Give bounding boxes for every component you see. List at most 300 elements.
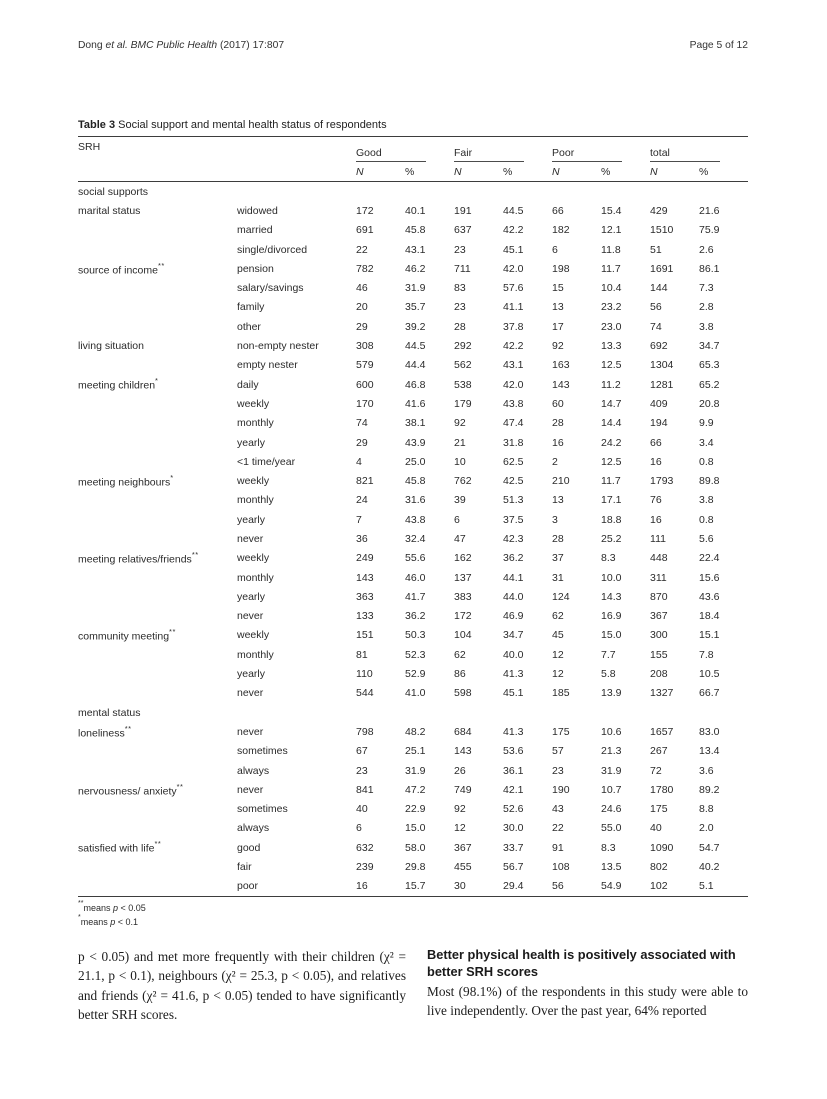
cell-n: 45 [552,629,564,642]
cell-pct: 41.7 [405,590,426,603]
cell-pct: 32.4 [405,532,426,545]
cell-n: 3 [552,513,558,526]
cell-n: 579 [356,359,374,372]
row-group-label: meeting children* [78,376,159,392]
cell-pct: 0.8 [699,455,714,468]
cell-n: 13 [552,301,564,314]
text-column-right [427,947,748,1025]
cell-n: 12 [454,822,466,835]
cell-n: 300 [650,629,668,642]
cell-pct: 43.9 [405,436,426,449]
cell-n: 26 [454,764,466,777]
cell-n: 23 [356,764,368,777]
table-row [78,375,748,394]
cell-pct: 23.2 [601,301,622,314]
row-group-label: loneliness** [78,723,132,740]
cell-n: 172 [356,204,374,217]
table-row [78,336,748,355]
row-category: empty nester [237,359,298,372]
cell-pct: 25.0 [405,455,426,468]
citation-author: Dong [78,40,103,51]
row-group-label: source of income** [78,260,165,277]
cell-n: 198 [552,262,570,275]
cell-pct: 10.5 [699,668,720,681]
table-row [78,491,748,510]
cell-pct: 62.5 [503,455,524,468]
cell-pct: 7.7 [601,648,616,661]
significance-asterisk-icon: ** [157,260,165,270]
table-row [78,607,748,626]
table-row [78,433,748,452]
cell-n: 691 [356,224,374,237]
table-row [78,664,748,683]
cell-pct: 42.1 [503,783,524,796]
cell-n: 4 [356,455,362,468]
cell-n: 22 [552,822,564,835]
cell-pct: 15.1 [699,629,720,642]
row-category: good [237,841,261,854]
paragraph-left: p < 0.05) and met more frequently with their children (χ² = 21.1, p < 0.1), neighbours (χ² = 25.3, p < 0.05), and relatives and friends (χ² = 41.6, p < 0.05) tended to have significantly better SRH scores. [78,949,406,1023]
cell-n: 16 [650,513,662,526]
cell-n: 74 [650,320,662,333]
cell-n: 76 [650,494,662,507]
cell-pct: 31.9 [601,764,622,777]
table-row [78,414,748,433]
cell-n: 538 [454,378,472,391]
row-category: yearly [237,513,266,526]
cell-pct: 25.1 [405,745,426,758]
cell-pct: 46.2 [405,262,426,275]
cell-n: 91 [552,841,564,854]
cell-pct: 17.1 [601,494,622,507]
cell-n: 29 [356,436,368,449]
cell-n: 363 [356,590,374,603]
cell-pct: 55.0 [601,822,622,835]
cell-pct: 12.1 [601,224,622,237]
cell-n: 102 [650,880,668,893]
row-category: never [237,687,264,700]
row-category: daily [237,378,259,391]
table3 [78,136,748,897]
row-category: fair [237,861,252,874]
cell-pct: 31.8 [503,436,524,449]
table-row [78,221,748,240]
cell-n: 57 [552,745,564,758]
cell-pct: 40.0 [503,648,524,661]
cell-n: 841 [356,783,374,796]
subheader-spacer [78,162,356,182]
row-category: single/divorced [237,243,308,256]
row-group-label [78,221,237,240]
table-row [78,819,748,838]
cell-pct: 56.7 [503,861,524,874]
cell-n: 110 [356,668,373,681]
cell-n: 562 [454,359,472,372]
significance-asterisk-icon: ** [124,723,132,733]
cell-n: 210 [552,475,570,488]
cell-pct: 52.9 [405,668,426,681]
row-group-label [78,529,237,548]
row-category: weekly [237,397,270,410]
row-group-label: community meeting** [78,627,176,643]
row-category: never [237,725,264,738]
cell-n: 23 [454,243,466,256]
cell-pct: 44.5 [405,340,426,353]
cell-n: 22 [356,243,368,256]
section-heading: Better physical health is positively associated with better SRH scores [427,947,736,979]
table-row [78,356,748,375]
col-group-total: total [650,137,748,163]
cell-pct: 41.0 [405,687,426,700]
cell-n: 143 [552,378,570,391]
cell-n: 17 [552,320,564,333]
cell-pct: 3.8 [699,494,714,507]
cell-pct: 34.7 [699,340,720,353]
cell-pct: 89.8 [699,475,720,488]
cell-pct: 53.6 [503,745,524,758]
cell-pct: 25.2 [601,532,622,545]
cell-pct: 3.8 [699,320,714,333]
cell-pct: 9.9 [699,417,714,430]
row-group-label [78,278,237,297]
cell-pct: 24.2 [601,436,622,449]
cell-pct: 83.0 [699,725,720,738]
cell-n: 62 [552,610,564,623]
cell-pct: 45.8 [405,475,426,488]
significance-asterisk-icon: * [170,472,174,482]
cell-pct: 11.8 [601,243,621,256]
table-section-row [78,182,748,202]
cell-n: 143 [356,571,374,584]
cell-pct: 18.4 [699,610,720,623]
cell-n: 367 [454,841,472,854]
cell-pct: 43.6 [699,590,720,603]
row-group-label: meeting relatives/friends** [78,550,199,566]
row-category: sometimes [237,745,288,758]
cell-pct: 34.7 [503,629,524,642]
cell-pct: 5.6 [699,532,714,545]
cell-n: 162 [454,552,472,565]
cell-pct: 75.9 [699,224,720,237]
asterisk-icon: ** [78,899,84,907]
cell-n: 144 [650,282,668,295]
cell-pct: 31.9 [405,764,426,777]
row-group-label [78,877,237,897]
cell-n: 13 [552,494,564,507]
cell-pct: 2.8 [699,301,714,314]
cell-n: 66 [650,436,662,449]
row-category: widowed [237,204,278,217]
significance-asterisk-icon: ** [154,839,162,849]
cell-pct: 2.0 [699,822,714,835]
cell-pct: 23.0 [601,320,622,333]
cell-n: 46 [356,282,368,295]
cell-pct: 41.3 [503,725,524,738]
row-group-label: living situation [78,340,144,353]
cell-n: 74 [356,417,368,430]
row-group-label [78,684,237,703]
cell-n: 190 [552,783,570,796]
row-category: monthly [237,494,274,507]
cell-n: 6 [454,513,460,526]
cell-n: 29 [356,320,368,333]
subheader-n: N [356,162,405,182]
cell-pct: 41.3 [503,668,524,681]
table-row [78,201,748,220]
cell-n: 12 [552,648,564,661]
cell-n: 72 [650,764,662,777]
text-column-left [78,947,406,1025]
row-group-label: nervousness/ anxiety** [78,781,184,798]
cell-pct: 16.9 [601,610,622,623]
table-section-label: social supports [78,185,149,198]
row-category: never [237,783,264,796]
cell-pct: 21.6 [699,204,720,217]
cell-pct: 46.0 [405,571,426,584]
row-category: monthly [237,417,274,430]
row-group-label [78,394,237,413]
row-group-label [78,857,237,876]
cell-pct: 44.4 [405,359,426,372]
cell-pct: 42.0 [503,378,524,391]
cell-pct: 43.8 [503,397,524,410]
table-section-row [78,703,748,722]
row-category: yearly [237,668,266,681]
cell-pct: 15.0 [601,629,622,642]
cell-pct: 57.6 [503,282,524,295]
cell-n: 92 [552,340,564,353]
col-header-srh: SRH [78,141,101,153]
page-number: Page 5 of 12 [689,40,748,51]
cell-n: 31 [552,571,564,584]
table-caption [78,119,748,131]
cell-pct: 36.2 [503,552,524,565]
row-group-label [78,587,237,606]
cell-n: 163 [552,359,570,372]
table-row [78,587,748,606]
row-group-label [78,800,237,819]
row-category: yearly [237,590,266,603]
row-group-label: satisfied with life** [78,839,162,855]
table-row [78,800,748,819]
cell-pct: 86.1 [699,262,720,275]
cell-n: 1780 [650,783,674,796]
cell-n: 239 [356,861,374,874]
cell-n: 56 [650,301,662,314]
cell-n: 782 [356,262,374,275]
row-group-label [78,240,237,259]
cell-n: 6 [552,243,558,256]
row-group-label [78,414,237,433]
row-group-label: marital status [78,204,141,217]
row-category: sometimes [237,803,288,816]
cell-n: 16 [650,455,662,468]
cell-n: 311 [650,571,667,584]
cell-n: 170 [356,397,374,410]
row-group-label [78,452,237,471]
row-group-label [78,356,237,375]
table-row [78,471,748,490]
citation-journal: et al. BMC Public Health [102,40,220,51]
citation-issue: (2017) 17:807 [219,40,285,51]
cell-n: 56 [552,880,564,893]
cell-n: 762 [454,475,472,488]
cell-pct: 10.0 [601,571,622,584]
cell-n: 67 [356,745,368,758]
cell-n: 133 [356,610,374,623]
asterisk-icon: * [78,914,81,922]
cell-n: 409 [650,397,668,410]
row-category: non-empty nester [237,340,319,353]
cell-n: 81 [356,648,368,661]
col-group-poor: Poor [552,137,650,163]
cell-n: 37 [552,552,564,565]
table-row [78,510,748,529]
cell-n: 28 [552,417,564,430]
cell-n: 86 [454,668,466,681]
cell-n: 151 [356,629,374,642]
cell-pct: 10.4 [601,282,622,295]
row-category: never [237,532,264,545]
cell-n: 802 [650,861,668,874]
cell-pct: 42.2 [503,340,524,353]
cell-n: 870 [650,590,668,603]
table-row [78,568,748,587]
cell-pct: 21.3 [601,745,622,758]
cell-pct: 18.8 [601,513,622,526]
cell-pct: 29.8 [405,861,426,874]
significance-asterisk-icon: ** [176,781,184,791]
cell-pct: 11.2 [601,378,621,391]
cell-pct: 42.5 [503,475,524,488]
cell-n: 1793 [650,475,674,488]
cell-n: 292 [454,340,472,353]
cell-n: 208 [650,668,668,681]
cell-n: 179 [454,397,472,410]
row-category: other [237,320,261,333]
cell-n: 455 [454,861,472,874]
cell-n: 7 [356,513,362,526]
cell-n: 47 [454,532,466,545]
row-category: poor [237,880,259,893]
table-row [78,317,748,336]
cell-pct: 10.6 [601,725,622,738]
cell-pct: 89.2 [699,783,720,796]
cell-n: 185 [552,687,570,700]
table-row [78,761,748,780]
cell-pct: 46.8 [405,378,426,391]
cell-pct: 11.7 [601,262,621,275]
cell-n: 600 [356,378,374,391]
cell-n: 40 [650,822,662,835]
table-row [78,529,748,548]
row-group-label [78,819,237,838]
subheader-n: N [454,162,503,182]
row-category: monthly [237,571,274,584]
table-row [78,240,748,259]
cell-pct: 8.3 [601,552,616,565]
cell-n: 21 [454,436,466,449]
table-row [78,645,748,664]
cell-pct: 12.5 [601,359,622,372]
row-category: married [237,224,273,237]
cell-n: 2 [552,455,558,468]
cell-n: 28 [552,532,564,545]
cell-pct: 7.3 [699,282,714,295]
cell-pct: 31.9 [405,282,426,295]
significance-asterisk-icon: ** [191,550,199,560]
cell-n: 23 [454,301,466,314]
cell-n: 20 [356,301,368,314]
cell-n: 249 [356,552,374,565]
cell-n: 28 [454,320,466,333]
cell-pct: 15.0 [405,822,426,835]
cell-n: 367 [650,610,668,623]
row-category: weekly [237,475,270,488]
cell-n: 39 [454,494,466,507]
table3-block [78,119,748,929]
cell-n: 1090 [650,841,674,854]
cell-pct: 40.2 [699,861,720,874]
row-category: weekly [237,629,270,642]
cell-pct: 50.3 [405,629,426,642]
cell-n: 62 [454,648,466,661]
cell-n: 60 [552,397,564,410]
subheader-pct: % [405,162,454,182]
col-group-fair: Fair [454,137,552,163]
cell-pct: 45.1 [503,243,524,256]
cell-pct: 52.3 [405,648,426,661]
cell-pct: 40.1 [405,204,426,217]
cell-pct: 45.8 [405,224,426,237]
table-section-label: mental status [78,706,141,719]
cell-pct: 8.8 [699,803,714,816]
cell-pct: 22.9 [405,803,426,816]
cell-n: 749 [454,783,472,796]
cell-n: 182 [552,224,570,237]
table-row [78,549,748,568]
cell-n: 92 [454,803,466,816]
cell-pct: 29.4 [503,880,524,893]
cell-pct: 24.6 [601,803,622,816]
cell-n: 15 [552,282,564,295]
cell-n: 1327 [650,687,674,700]
cell-n: 104 [454,629,472,642]
cell-pct: 45.1 [503,687,524,700]
cell-pct: 10.7 [601,783,622,796]
cell-pct: 22.4 [699,552,720,565]
cell-pct: 54.9 [601,880,622,893]
cell-pct: 2.6 [699,243,714,256]
table-subheader-row [78,162,748,182]
cell-n: 10 [454,455,466,468]
cell-pct: 36.1 [503,764,524,777]
cell-n: 1510 [650,224,674,237]
cell-pct: 12.5 [601,455,622,468]
table-row [78,259,748,278]
row-group-label [78,491,237,510]
cell-n: 308 [356,340,374,353]
cell-n: 1691 [650,262,674,275]
row-group-label [78,433,237,452]
row-group-label [78,664,237,683]
row-group-label [78,510,237,529]
cell-n: 16 [356,880,368,893]
cell-pct: 13.3 [601,340,622,353]
cell-n: 43 [552,803,564,816]
row-category: monthly [237,648,274,661]
row-group-label [78,645,237,664]
